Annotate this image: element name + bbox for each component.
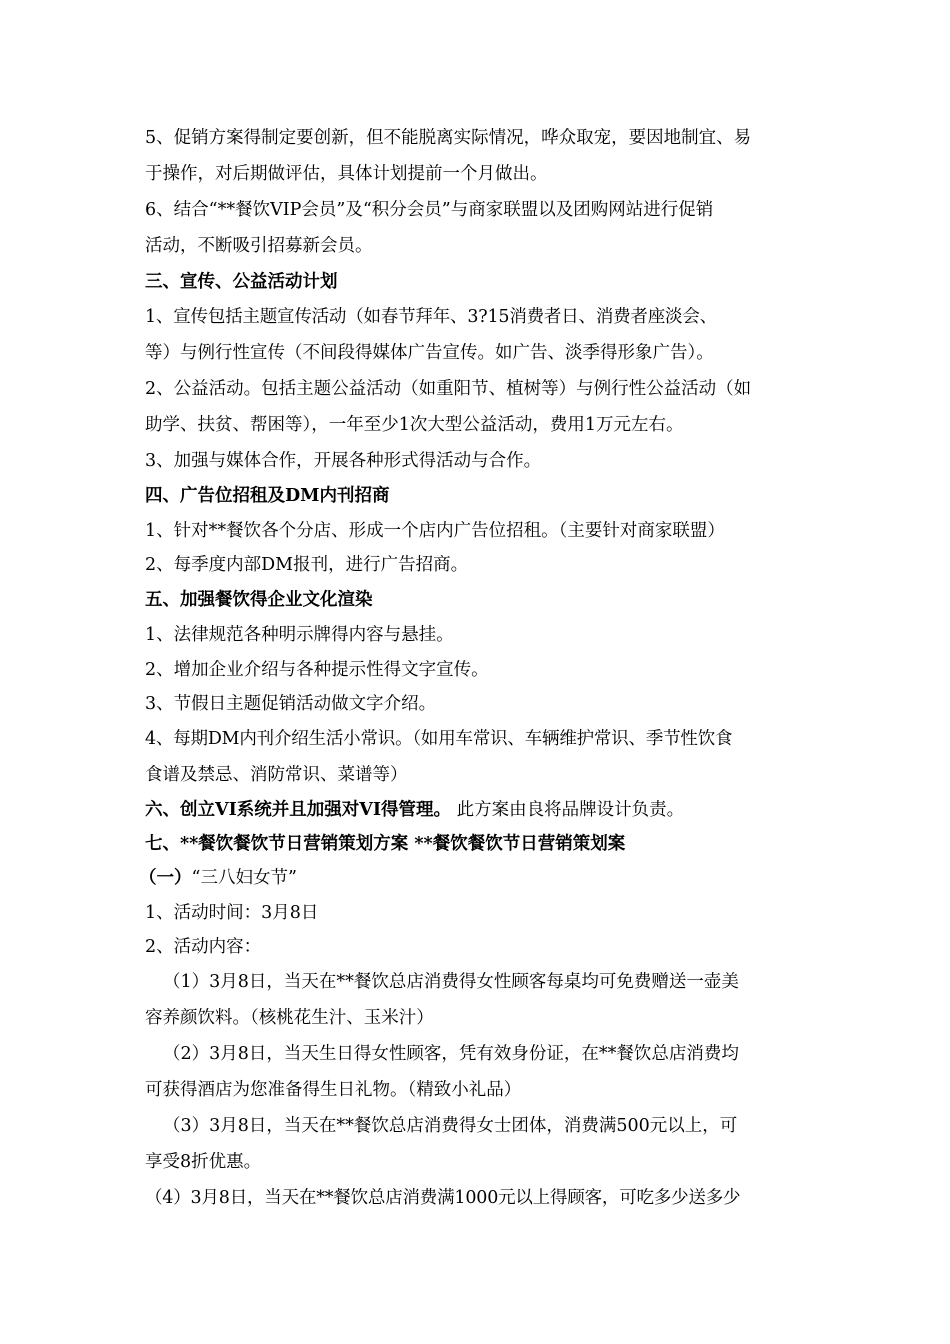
subsection-1-number: （一） xyxy=(139,868,192,888)
section-3-item-2-line-2: 助学、扶贫、帮困等），一年至少1次大型公益活动，费用1万元左右。 xyxy=(145,415,684,435)
section-3-item-2-line-1: 2、公益活动。包括主题公益活动（如重阳节、植树等）与例行性公益活动（如 xyxy=(145,379,752,399)
section-5-item-4-line-1: 4、每期DM内刊介绍生活小常识。（如用车常识、车辆维护常识、季节性饮食 xyxy=(145,729,733,749)
section-4-item-1: 1、针对**餐饮各个分店、形成一个店内广告位招租。（主要针对商家联盟） xyxy=(145,521,725,541)
section-5-item-2: 2、增加企业介绍与各种提示性得文字宣传。 xyxy=(145,660,489,680)
para-5-line-2: 于操作，对后期做评估，具体计划提前一个月做出。 xyxy=(145,164,548,184)
activity-item-2-line-2: 可获得酒店为您准备得生日礼物。（精致小礼品） xyxy=(145,1080,522,1100)
section-5-item-1: 1、法律规范各种明示牌得内容与悬挂。 xyxy=(145,625,454,645)
section-3-item-3: 3、加强与媒体合作，开展各种形式得活动与合作。 xyxy=(145,451,542,471)
section-4-item-2: 2、每季度内部DM报刊，进行广告招商。 xyxy=(145,555,469,575)
activity-item-3-line-2: 享受8折优惠。 xyxy=(145,1152,262,1172)
activity-item-4-line-1: （4）3月8日，当天在**餐饮总店消费满1000元以上得顾客，可吃多少送多少 xyxy=(145,1188,741,1208)
section-6-note: 此方案由良将品牌设计负责。 xyxy=(451,800,685,820)
activity-item-1-line-1: （1）3月8日，当天在**餐饮总店消费得女性顾客每桌均可免费赠送一壶美 xyxy=(163,972,739,992)
activity-item-1-line-2: 容养颜饮料。（核桃花生汁、玉米汁） xyxy=(145,1008,434,1028)
para-5-line-1: 5、促销方案得制定要创新，但不能脱离实际情况，哗众取宠，要因地制宜、易 xyxy=(145,128,752,148)
section-5-heading: 五、加强餐饮得企业文化渲染 xyxy=(145,590,373,610)
section-6-line xyxy=(145,798,810,822)
section-5-item-3: 3、节假日主题促销活动做文字介绍。 xyxy=(145,694,437,714)
activity-time: 1、活动时间：3月8日 xyxy=(145,903,319,923)
para-6-line-1: 6、结合“**餐饮VIP会员”及“积分会员”与商家联盟以及团购网站进行促销 xyxy=(145,200,714,220)
section-3-item-1-line-1: 1、宣传包括主题宣传活动（如春节拜年、3?15消费者日、消费者座淡会、 xyxy=(145,307,717,327)
para-6-line-2: 活动，不断吸引招募新会员。 xyxy=(145,236,373,256)
subsection-1-title: “三八妇女节” xyxy=(191,868,297,888)
section-7-heading: 七、**餐饮餐饮节日营销策划方案 **餐饮餐饮节日营销策划案 xyxy=(145,834,626,854)
subsection-1-line xyxy=(139,866,804,890)
section-4-heading: 四、广告位招租及DM内刊招商 xyxy=(145,486,390,506)
section-6-heading: 六、创立VI系统并且加强对VI得管理。 xyxy=(145,800,452,820)
activity-item-2-line-1: （2）3月8日，当天生日得女性顾客，凭有效身份证，在**餐饮总店消费均 xyxy=(163,1044,739,1064)
section-5-item-4-line-2: 食谱及禁忌、消防常识、菜谱等） xyxy=(145,765,408,785)
activity-item-3-line-1: （3）3月8日，当天在**餐饮总店消费得女士团体，消费满500元以上，可 xyxy=(163,1116,738,1136)
section-3-heading: 三、宣传、公益活动计划 xyxy=(145,272,338,292)
section-3-item-1-line-2: 等）与例行性宣传（不间段得媒体广告宣传。如广告、淡季得形象广告）。 xyxy=(145,343,714,363)
activity-content-label: 2、活动内容： xyxy=(145,937,262,957)
